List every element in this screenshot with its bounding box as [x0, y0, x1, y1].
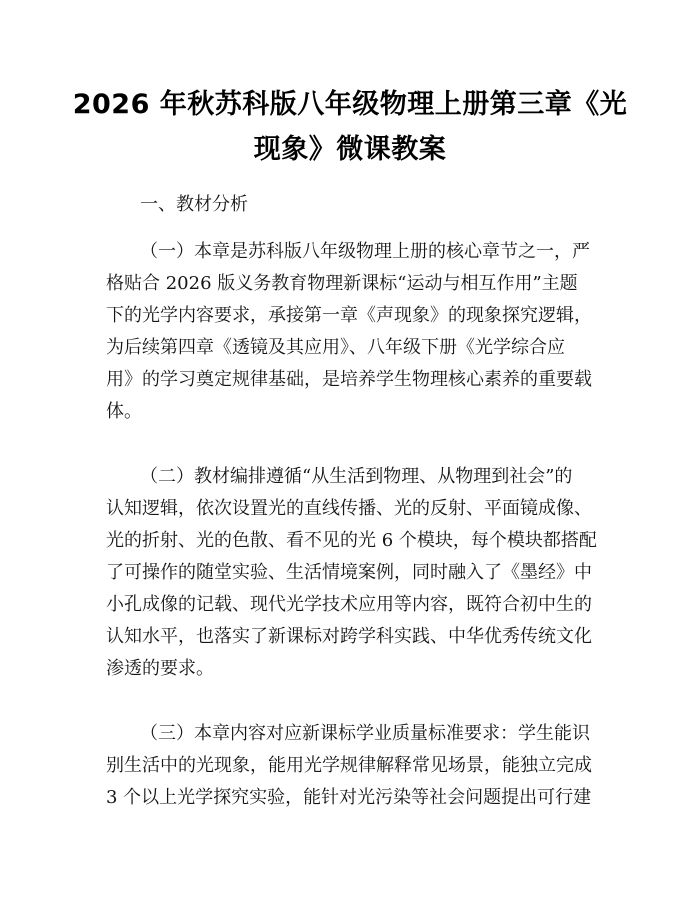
paragraph-1-line-2: 格贴合 2026 版义务教育物理新课标“运动与相互作用”主题	[106, 273, 578, 294]
document-title-line-1: 2026 年秋苏科版八年级物理上册第三章《光	[72, 89, 628, 120]
paragraph-2-line-4: 了可操作的随堂实验、生活情境案例，同时融入了《墨经》中	[106, 562, 592, 583]
paragraph-2-line-7: 渗透的要求。	[106, 658, 214, 679]
paragraph-3-line-1: （三）本章内容对应新课标学业质量标准要求：学生能识	[140, 723, 590, 744]
paragraph-2-line-2: 认知逻辑，依次设置光的直线传播、光的反射、平面镜成像、	[106, 498, 592, 519]
document-title-line-2: 现象》微课教案	[253, 134, 447, 165]
paragraph-1-line-4: 为后续第四章《透镜及其应用》、八年级下册《光学综合应	[106, 337, 565, 358]
section-heading: 一、教材分析	[140, 194, 248, 215]
paragraph-1-line-1: （一）本章是苏科版八年级物理上册的核心章节之一，严	[140, 241, 590, 262]
paragraph-1-line-5: 用》的学习奠定规律基础，是培养学生物理核心素养的重要载	[106, 369, 592, 390]
paragraph-1-line-3: 下的光学内容要求，承接第一章《声现象》的现象探究逻辑，	[106, 305, 592, 326]
paragraph-2-line-6: 认知水平，也落实了新课标对跨学科实践、中华优秀传统文化	[106, 626, 592, 647]
paragraph-2-line-1: （二）教材编排遵循“从生活到物理、从物理到社会”的	[140, 466, 573, 487]
paragraph-1-line-6: 体。	[106, 401, 142, 422]
paragraph-2-line-5: 小孔成像的记载、现代光学技术应用等内容，既符合初中生的	[106, 594, 592, 615]
paragraph-3-line-3: 3 个以上光学探究实验，能针对光污染等社会问题提出可行建	[106, 787, 592, 808]
paragraph-2-line-3: 光的折射、光的色散、看不见的光 6 个模块，每个模块都搭配	[106, 530, 597, 551]
paragraph-3-line-2: 别生活中的光现象，能用光学规律解释常见场景，能独立完成	[106, 755, 592, 776]
